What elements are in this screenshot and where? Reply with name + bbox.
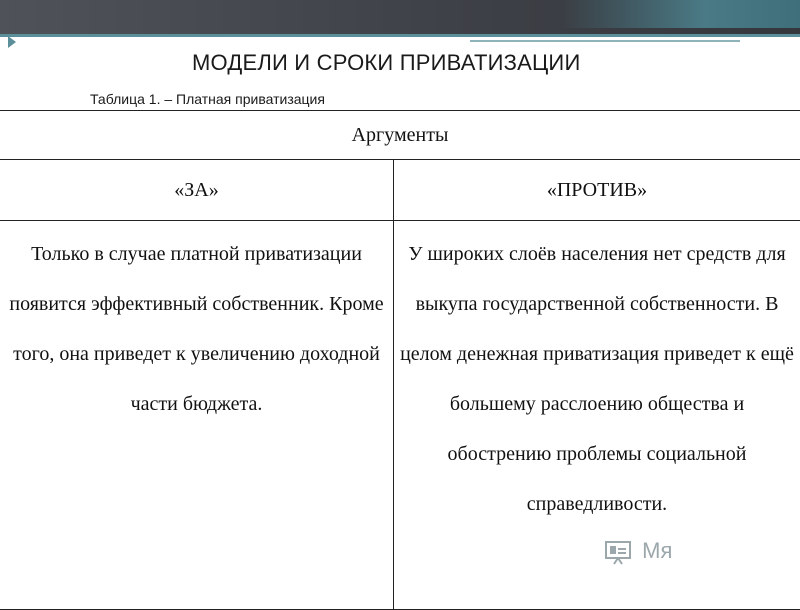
column-for: «ЗА» (0, 160, 394, 221)
watermark-logo (604, 538, 672, 566)
arguments-table (0, 110, 800, 610)
slide-title: МОДЕЛИ И СРОКИ ПРИВАТИЗАЦИИ (192, 50, 580, 76)
cell-for: Только в случае платной приватизации появится эффективный собственник. Кроме того, она приведет к увеличению доходной части бюджета. (0, 221, 394, 610)
table-header: Аргументы (0, 111, 800, 160)
column-against: «ПРОТИВ» (394, 160, 800, 221)
top-decor-teal (560, 0, 800, 28)
presentation-logo-icon (604, 538, 632, 566)
watermark-text: Мя (642, 538, 672, 563)
accent-arrow-icon (8, 36, 16, 48)
cell-against: У широких слоёв населения нет средств для выкупа государственной собственности. В целом денежная приватизация приведет к ещё большему расслоению общества и обострению проблемы социальной справедливости. (394, 221, 800, 610)
accent-line-secondary (470, 40, 740, 42)
table-caption: Таблица 1. – Платная приватизация (90, 91, 325, 107)
accent-line (0, 34, 800, 37)
